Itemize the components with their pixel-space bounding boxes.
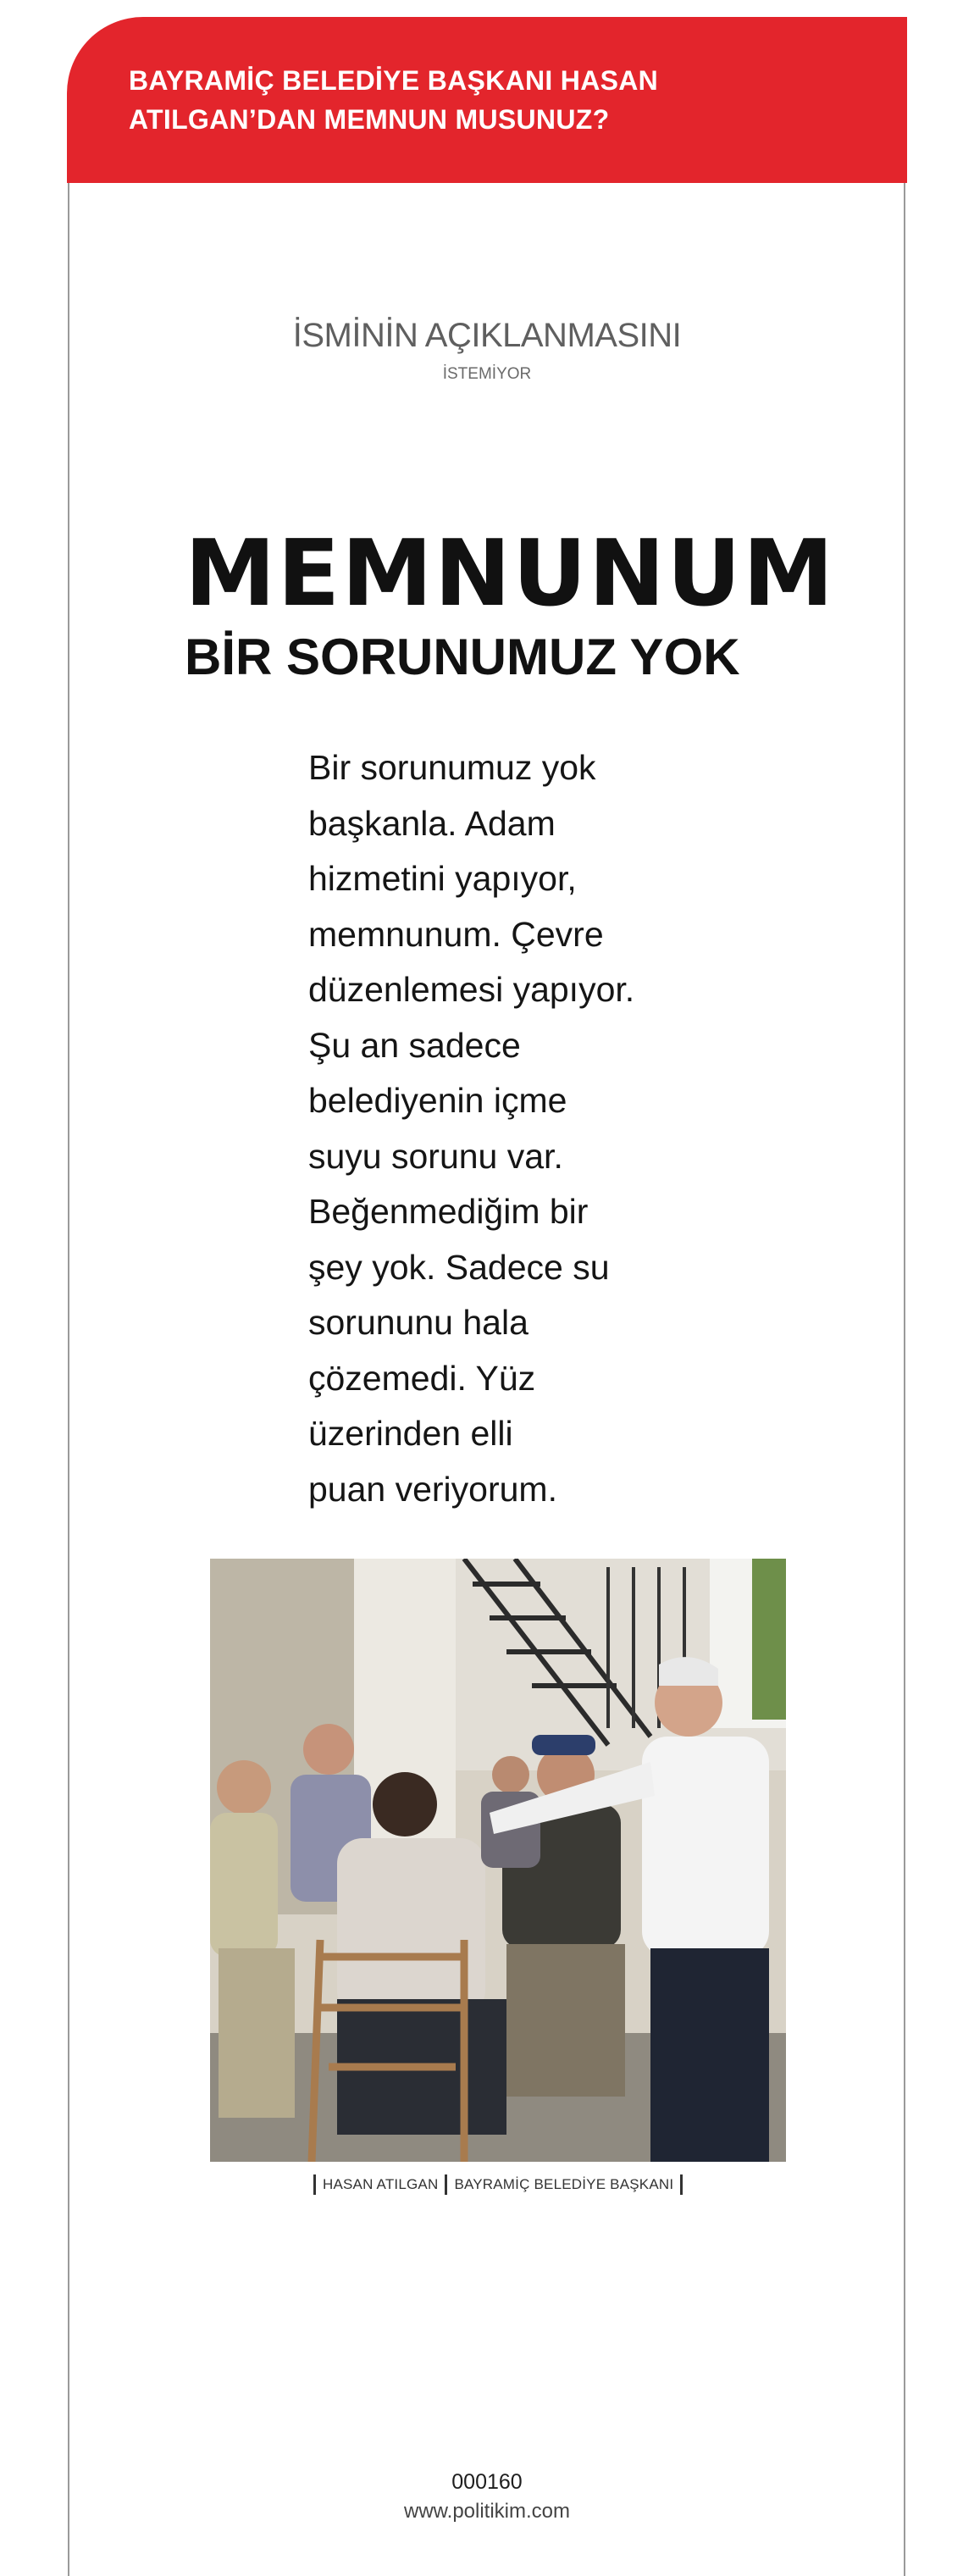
body-line: başkanla. Adam (308, 803, 556, 843)
caption-divider (680, 2174, 683, 2195)
frame-right-border (904, 183, 905, 2576)
caption-title: BAYRAMİÇ BELEDİYE BAŞKANI (454, 2176, 674, 2192)
header-banner (67, 17, 907, 183)
page-code: 000160 (451, 2470, 523, 2494)
body-line: üzerinden elli (308, 1414, 513, 1453)
photo-caption (307, 2174, 689, 2196)
body-line: puan veriyorum. (308, 1469, 557, 1509)
body-line: şey yok. Sadece su (308, 1247, 610, 1287)
body-line: Şu an sadece (308, 1025, 521, 1065)
body-line: suyu sorunu var. (308, 1136, 563, 1176)
body-line: hizmetini yapıyor, (308, 859, 577, 898)
title-line-1: BAYRAMİÇ BELEDİYE BAŞKANI HASAN (129, 65, 659, 96)
caption-divider (313, 2174, 316, 2195)
photo-illustration (210, 1559, 786, 2162)
respondent-name: İSMİNİN AÇIKLANMASINI (292, 317, 682, 354)
body-line: çözemedi. Yüz (308, 1358, 536, 1398)
body-line: memnunum. Çevre (308, 914, 604, 954)
website-link[interactable]: www.politikim.com (403, 2500, 571, 2523)
body-line: sorununu hala (308, 1303, 529, 1342)
answer-subheadline: BİR SORUNUMUZ YOK (185, 629, 740, 685)
respondent-name-sub: İSTEMİYOR (442, 365, 532, 383)
body-line: belediyenin içme (308, 1081, 567, 1120)
answer-body (308, 740, 664, 1517)
answer-headline: MEMNUNUM (185, 521, 836, 627)
page-title (129, 61, 806, 139)
body-line: Bir sorunumuz yok (308, 748, 596, 787)
body-line: Beğenmediğim bir (308, 1192, 589, 1231)
caption-divider (445, 2174, 447, 2195)
caption-name: HASAN ATILGAN (323, 2176, 439, 2192)
title-line-2: ATILGAN’DAN MEMNUN MUSUNUZ? (129, 104, 610, 135)
body-line: düzenlemesi yapıyor. (308, 970, 635, 1009)
mayor-photo (210, 1559, 786, 2162)
frame-left-border (68, 183, 69, 2576)
